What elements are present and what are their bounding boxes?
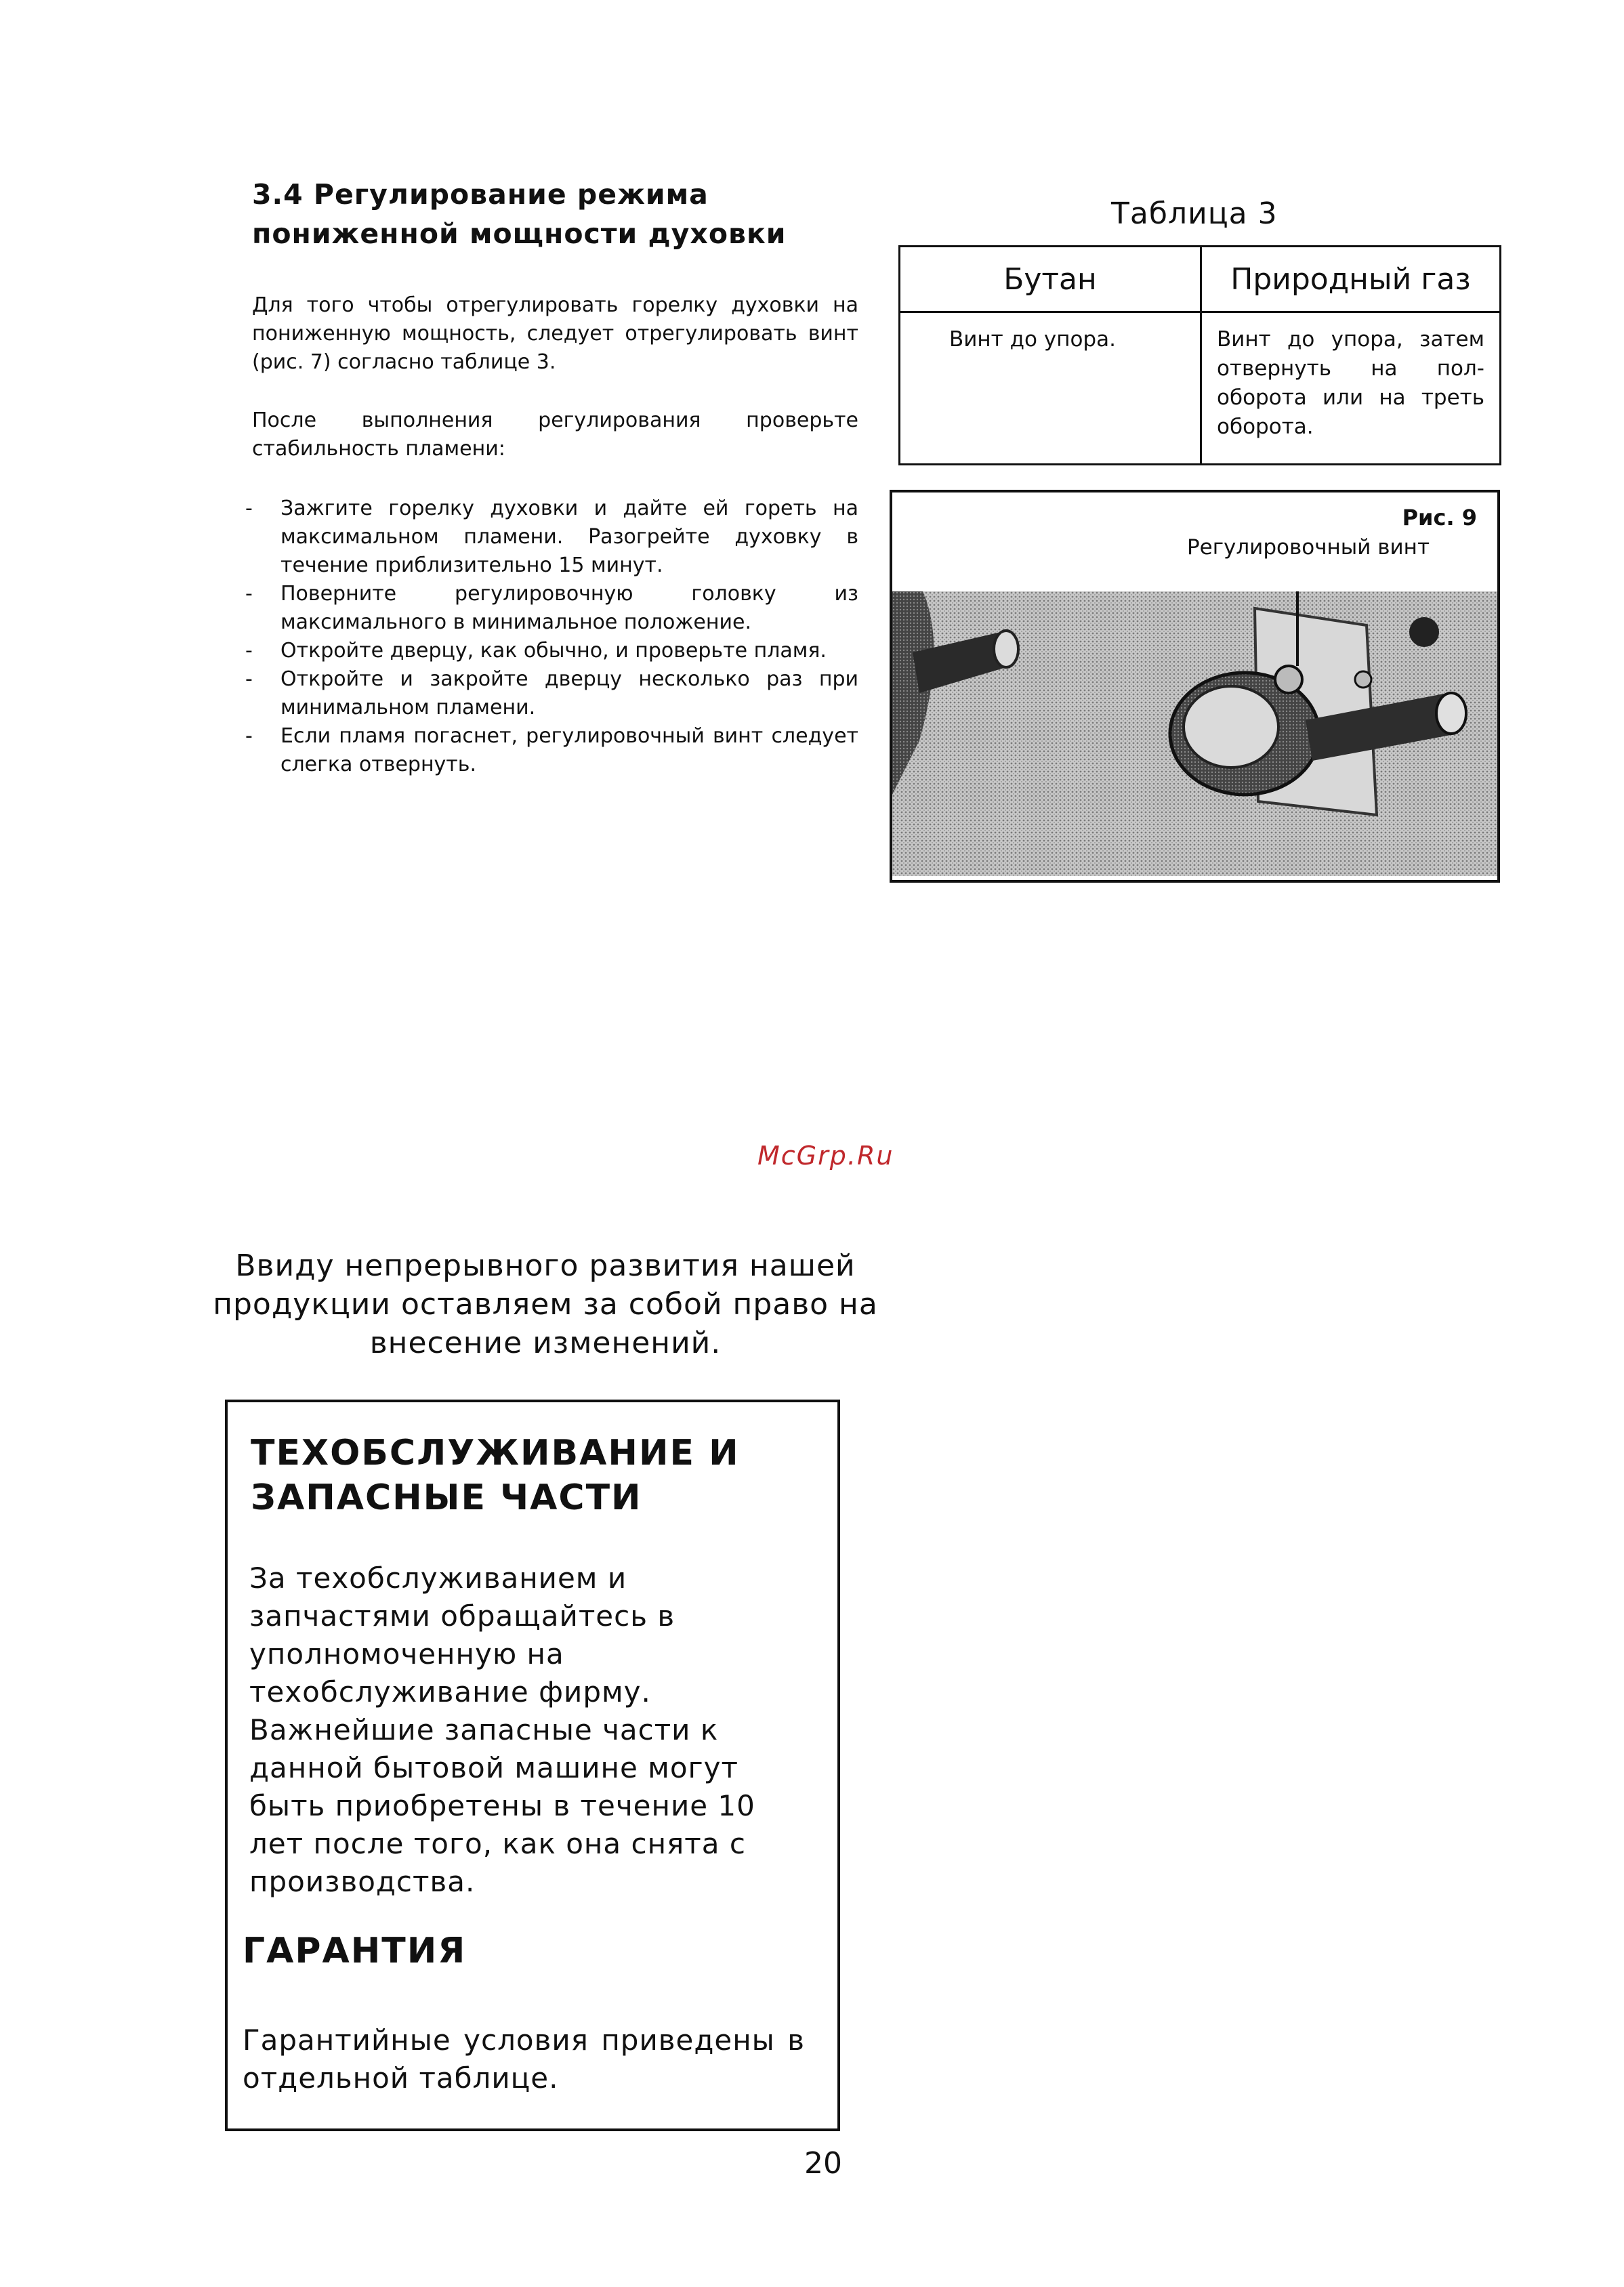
figure-callout: Регулировочный винт: [1186, 535, 1430, 560]
table-header-natural-gas: Природный газ: [1201, 247, 1501, 312]
warranty-title: ГАРАНТИЯ: [243, 1931, 467, 1971]
list-item: - Зажгите горелку духовки и дайте ей гореть на максимальном пламени. Разогрейте духовку в течение приблизительно 15 минут.: [245, 495, 858, 580]
section-title: 3.4 Регулирование режима пониженной мощности духовки: [252, 178, 787, 250]
table-caption: Таблица 3: [1111, 196, 1278, 231]
table-cell-butane: Винт до упора.: [900, 312, 1201, 465]
figure-label: Рис. 9: [1402, 505, 1477, 530]
table-cell-natural-gas: Винт до упора, затем отвернуть на пол-оборота или на треть оборота.: [1201, 312, 1501, 465]
warranty-text: Гарантийные условия приведены в отдельной таблице.: [243, 2023, 805, 2095]
section-paragraph-2: После выполнения регулирования проверьте стабильность пламени:: [252, 408, 858, 461]
section-paragraph-1: Для того чтобы отрегулировать горелку духовки на пониженную мощность, следует отрегулировать винт (рис. 7) согласно таблице 3.: [252, 293, 858, 374]
service-warranty-box: [225, 1400, 840, 2131]
list-item: - Откройте и закройте дверцу несколько раз при минимальном пламени.: [245, 665, 858, 722]
table-header-butane: Бутан: [900, 247, 1201, 312]
list-item: - Откройте дверцу, как обычно, и проверьте пламя.: [245, 637, 858, 665]
burner-valve-illustration: [892, 591, 1497, 876]
changes-notice: Ввиду непрерывного развития нашей продукции оставляем за собой право на внесение изменений.: [213, 1249, 878, 1360]
page-number: 20: [804, 2146, 842, 2181]
service-text: За техобслуживанием и запчастями обращайтесь в уполномоченную на техобслуживание фирму. Важнейшие запасные части к данной бытовой машине могут быть приобретены в течение 10 лет после того, как она снята с производства.: [249, 1561, 755, 1898]
service-title: ТЕХОБСЛУЖИВАНИЕ И ЗАПАСНЫЕ ЧАСТИ: [251, 1433, 740, 1518]
adjustment-table: [898, 245, 1501, 465]
watermark: McGrp.Ru: [757, 1141, 894, 1171]
list-item: - Если пламя погаснет, регулировочный винт следует слегка отвернуть.: [245, 722, 858, 779]
list-item: - Поверните регулировочную головку из максимального в минимальное положение.: [245, 580, 858, 637]
instruction-list: [245, 495, 858, 779]
figure-9: [890, 490, 1500, 883]
